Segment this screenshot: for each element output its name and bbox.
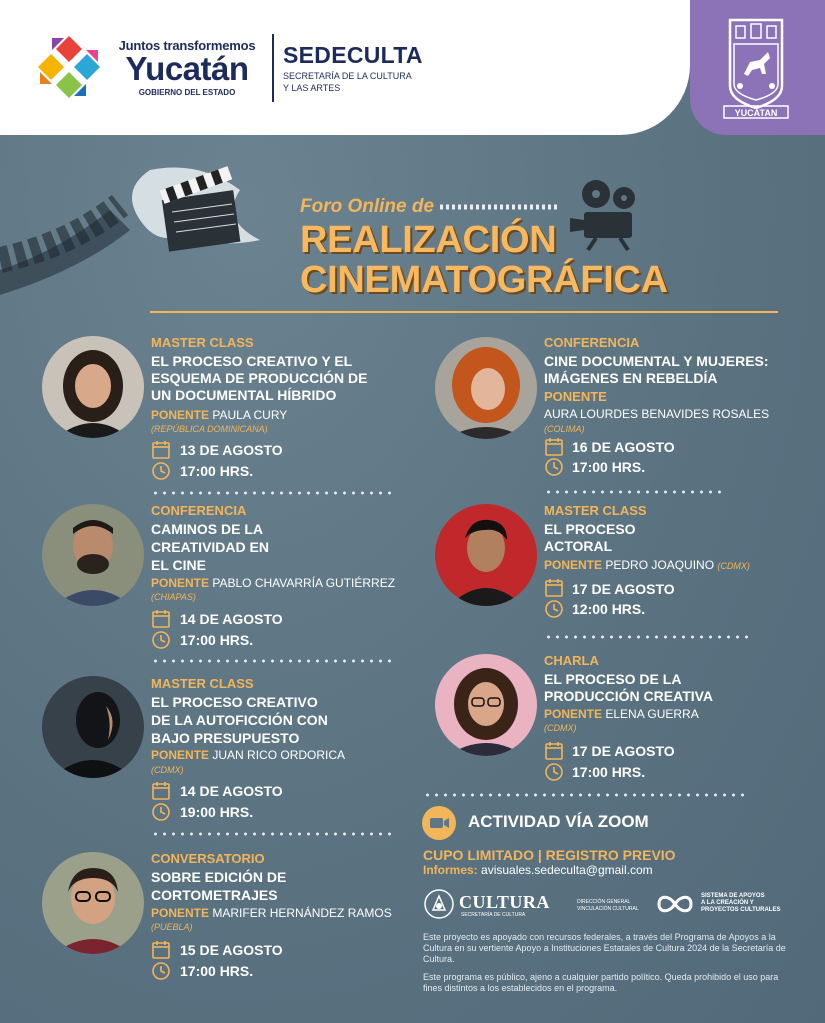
calendar-icon — [544, 578, 564, 598]
event-title-line: IMÁGENES EN REBELDÍA — [544, 370, 718, 386]
title-prefix: Foro Online de — [300, 196, 435, 217]
event-speaker — [151, 748, 345, 762]
header-banner — [0, 0, 690, 135]
event-date: 17 DE AGOSTO — [572, 743, 675, 759]
direccion-line-1: DIRECCIÓN GENERAL — [577, 899, 631, 905]
yucatan-crest-icon — [720, 16, 792, 120]
event-date: 16 DE AGOSTO — [572, 439, 675, 455]
clock-icon — [151, 461, 171, 481]
event-time: 17:00 HRS. — [572, 764, 646, 780]
legal-notice-funding: Este proyecto es apoyado con recursos federales, a través del Programa de Apoyos a la Cultura en su vertiente Apoyo a Instituciones Estatales de Cultura 2024 de la Secretaría de Cultura. — [423, 932, 786, 964]
crest-label: YUCATAN — [734, 108, 778, 118]
event-title-line: BAJO PRESUPUESTO — [151, 730, 300, 746]
calendar-icon — [544, 437, 564, 457]
event-time: 17:00 HRS. — [180, 963, 254, 979]
sistema-apoyos-wordmark — [701, 893, 780, 914]
calendar-icon — [151, 440, 171, 460]
sistema-line-3: PROYECTOS CULTURALES — [701, 907, 781, 913]
direccion-line-2: VINCULACIÓN CULTURAL — [577, 906, 639, 912]
speaker-label: PONENTE — [544, 707, 603, 721]
speaker-place: (PUEBLA) — [151, 922, 193, 932]
event-date: 13 DE AGOSTO — [180, 442, 283, 458]
yucatan-crest-panel — [690, 0, 825, 135]
speaker-name: JUAN RICO ORDORICA — [212, 748, 346, 762]
sponsor-logos — [423, 888, 803, 922]
cultura-wordmark: CULTURA — [459, 892, 550, 912]
title-line-1: REALIZACIÓN — [300, 219, 557, 261]
contact-label: Informes: — [423, 863, 478, 877]
clock-icon — [151, 961, 171, 981]
yucatan-government-logo-icon — [34, 32, 104, 102]
event-type: MASTER CLASS — [151, 676, 254, 691]
clock-icon — [544, 599, 564, 619]
calendar-icon — [151, 940, 171, 960]
sedeculta-name: SEDECULTA — [283, 42, 423, 68]
event-speaker — [151, 576, 395, 590]
speaker-name: PAULA CURY — [212, 408, 288, 422]
sedeculta-subtitle-1: SECRETARÍA DE LA CULTURA — [283, 71, 412, 81]
event-time: 17:00 HRS. — [572, 459, 646, 475]
calendar-icon — [544, 741, 564, 761]
speaker-name: MARIFER HERNÁNDEZ RAMOS — [212, 906, 392, 920]
speaker-photo — [435, 337, 537, 439]
speaker-name: ELENA GUERRA — [605, 707, 699, 721]
event-date: 15 DE AGOSTO — [180, 942, 283, 958]
event-type: MASTER CLASS — [544, 503, 647, 518]
sistema-line-2: A LA CREACIÓN Y — [701, 900, 754, 906]
dotted-separator — [544, 634, 754, 640]
event-time: 17:00 HRS. — [180, 463, 254, 479]
clock-icon — [151, 630, 171, 650]
event-type: CONFERENCIA — [544, 335, 640, 350]
speaker-photo — [42, 336, 144, 438]
event-title-line: ESQUEMA DE PRODUCCIÓN DE — [151, 370, 368, 386]
calendar-icon — [151, 609, 171, 629]
speaker-name: AURA LOURDES BENAVIDES ROSALES — [544, 407, 770, 421]
legal-notice-public: Este programa es público, ajeno a cualquier partido político. Queda prohibido el uso para fines distintos a los establecidos en el programa. — [423, 972, 779, 993]
film-reel-clapperboard-icon — [0, 150, 300, 300]
event-title-line: SOBRE EDICIÓN DE — [151, 869, 287, 885]
event-date: 17 DE AGOSTO — [572, 581, 675, 597]
speaker-place: (CHIAPAS) — [151, 592, 196, 602]
event-title-line: EL CINE — [151, 557, 206, 573]
event-speaker — [151, 906, 392, 920]
event-time: 17:00 HRS. — [180, 632, 254, 648]
calendar-icon — [151, 781, 171, 801]
speaker-label: PONENTE — [151, 906, 210, 920]
event-type: CONFERENCIA — [151, 503, 247, 518]
speaker-place: (CDMX) — [717, 561, 750, 571]
speaker-label: PONENTE — [151, 408, 210, 422]
gov-slogan: Juntos transformemos — [118, 38, 256, 53]
speaker-photo — [435, 654, 537, 756]
event-title-line: EL PROCESO DE LA — [544, 671, 682, 687]
zoom-icon — [422, 806, 456, 840]
title-line-2: CINEMATOGRÁFICA — [300, 259, 668, 301]
speaker-place: (CDMX) — [151, 765, 184, 775]
government-wordmark — [112, 38, 262, 97]
header-divider — [272, 34, 274, 102]
gov-state-name: Yucatán — [125, 50, 249, 87]
event-type: CONVERSATORIO — [151, 851, 265, 866]
event-title-line: EL PROCESO CREATIVO Y EL — [151, 353, 353, 369]
event-time: 12:00 HRS. — [572, 601, 646, 617]
speaker-photo — [42, 852, 144, 954]
event-title-line: EL PROCESO CREATIVO — [151, 694, 318, 710]
speaker-photo — [435, 504, 537, 606]
title-rule — [150, 311, 778, 313]
event-title-line: DE LA AUTOFICCIÓN CON — [151, 712, 328, 728]
dotted-separator — [151, 831, 397, 837]
event-type: CHARLA — [544, 653, 599, 668]
event-title-line: CREATIVIDAD EN — [151, 539, 269, 555]
gov-subtitle: GOBIERNO DEL ESTADO — [138, 88, 236, 97]
event-title-line: UN DOCUMENTAL HÍBRIDO — [151, 387, 337, 403]
event-title-line: ACTORAL — [544, 538, 613, 554]
dotted-separator — [544, 489, 726, 495]
speaker-label: PONENTE — [151, 576, 210, 590]
dotted-separator — [423, 792, 749, 798]
direccion-wordmark — [577, 899, 639, 913]
event-date: 14 DE AGOSTO — [180, 611, 283, 627]
event-title-line: CAMINOS DE LA — [151, 521, 263, 537]
title-dotted-line — [440, 203, 560, 211]
cultura-emblem-icon — [423, 888, 455, 920]
sistema-apoyos-infinity-icon — [655, 893, 695, 915]
speaker-label: PONENTE — [544, 389, 607, 404]
event-date: 14 DE AGOSTO — [180, 783, 283, 799]
clock-icon — [544, 457, 564, 477]
sedeculta-subtitle-2: Y LAS ARTES — [283, 83, 341, 93]
contact-email: avisuales.sedeculta@gmail.com — [481, 863, 653, 877]
event-title-line: CORTOMETRAJES — [151, 887, 278, 903]
event-title-line: PRODUCCIÓN CREATIVA — [544, 688, 714, 704]
clock-icon — [544, 762, 564, 782]
cultura-subtitle: SECRETARÍA DE CULTURA — [461, 912, 526, 918]
speaker-place: (REPÚBLICA DOMINICANA) — [151, 424, 268, 434]
speaker-name: PABLO CHAVARRÍA GUTIÉRREZ — [212, 576, 396, 590]
dotted-separator — [151, 490, 397, 496]
contact-info — [423, 863, 653, 877]
event-speaker — [151, 408, 287, 422]
event-title-line: EL PROCESO — [544, 521, 636, 537]
film-projector-icon — [566, 178, 646, 252]
event-type: MASTER CLASS — [151, 335, 254, 350]
speaker-photo — [42, 504, 144, 606]
clock-icon — [151, 802, 171, 822]
speaker-name: PEDRO JOAQUINO — [605, 558, 715, 572]
event-speaker — [544, 558, 750, 572]
event-speaker — [544, 707, 699, 721]
zoom-activity-label: ACTIVIDAD VÍA ZOOM — [468, 812, 649, 831]
event-time: 19:00 HRS. — [180, 804, 254, 820]
event-title-line: CINE DOCUMENTAL Y MUJERES: — [544, 353, 769, 369]
sistema-line-1: SISTEMA DE APOYOS — [701, 893, 765, 899]
speaker-place: (COLIMA) — [544, 424, 585, 434]
speaker-photo — [42, 676, 144, 778]
speaker-label: PONENTE — [151, 748, 210, 762]
sedeculta-wordmark — [283, 42, 423, 93]
dotted-separator — [151, 658, 397, 664]
speaker-place: (CDMX) — [544, 723, 577, 733]
speaker-label: PONENTE — [544, 558, 603, 572]
registration-notice: CUPO LIMITADO | REGISTRO PREVIO — [423, 847, 676, 863]
